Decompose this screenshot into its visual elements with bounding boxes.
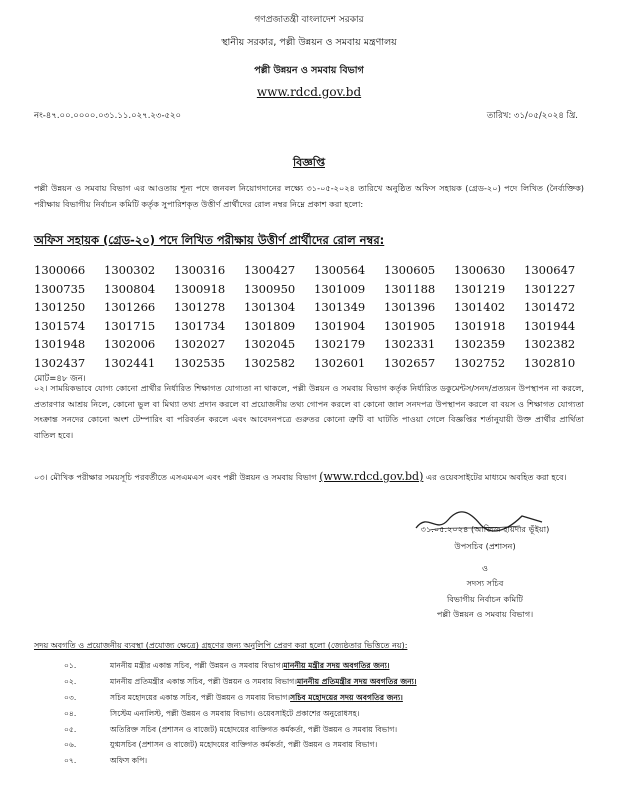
roll-number: 1301250 (34, 300, 86, 314)
distribution-list (64, 659, 594, 770)
list-number: ০৩. (64, 692, 77, 702)
roll-number: 1300605 (384, 263, 436, 277)
roll-number: 1302535 (174, 355, 226, 370)
list-item (64, 722, 594, 738)
signer-name-text: (আজিজ হায়দার ভূঁইয়া) (471, 524, 550, 534)
roll-number: 1302382 (524, 337, 576, 351)
roll-number: 1302006 (104, 337, 156, 351)
roll-number: 1301009 (314, 281, 366, 296)
roll-number: 1300316 (174, 263, 226, 277)
list-number: ০২. (64, 677, 77, 687)
intro-paragraph: পল্লী উন্নয়ন ও সমবায় বিভাগ এর আওতায় শূন্য পদে জনবল নিয়োগদানের লক্ষ্যে ৩১-০৫-২০২৪ তারিখে অনুষ্ঠিত অফিস সহায়ক (গ্রেড-২০) পদে লিখিত (নৈর্ব্যক্তিক) পরীক্ষায় বিভাগীয় নির্বাচন কমিটি কর্তৃক সুপারিশকৃত উত্তীর্ণ প্রার্থীদের রোল নম্বর নিম্নে প্রকাশ করা হলো: (34, 183, 584, 209)
list-text: সিস্টেম এনালিস্ট, পল্লী উন্নয়ন ও সমবায় বিভাগ। ওয়েবসাইটে প্রকাশের অনুরোধসহ। (110, 708, 360, 718)
roll-number: 1302582 (244, 355, 296, 370)
roll-number: 1300302 (104, 263, 156, 277)
roll-number: 1301905 (384, 318, 436, 333)
website-link[interactable]: www.rdcd.gov.bd (256, 85, 362, 99)
memo-number: নং-৪৭.০০.০০০০.০৩১.১১.০২৭.২৩-৫২০ (34, 111, 182, 121)
list-text: অফিস কপি। (110, 756, 148, 766)
roll-number: 1302657 (384, 355, 436, 370)
viva-paragraph (34, 469, 584, 486)
roll-row (34, 263, 594, 282)
signer-and: ও (481, 563, 489, 573)
roll-row (34, 356, 594, 375)
roll-number: 1301948 (34, 337, 86, 351)
govt-name: গণপ্রজাতন্ত্রী বাংলাদেশ সরকার (254, 15, 364, 25)
list-number: ০৬. (64, 740, 77, 750)
roll-row (34, 319, 594, 338)
roll-number: 1300630 (454, 263, 506, 277)
list-number: ০১. (64, 661, 77, 671)
viva-text-end: এর ওয়েবসাইটের মাধ্যমে অবহিত করা হবে। (426, 472, 567, 482)
roll-number: 1300647 (524, 263, 576, 277)
list-text: সচিব মহোদয়ের একান্ত সচিব, পল্লী উন্নয়ন ও সমবায় বিভাগ। (110, 692, 291, 702)
list-number: ০৪. (64, 708, 77, 718)
roll-number: 1300427 (244, 263, 296, 277)
roll-number: 1302331 (384, 337, 436, 351)
signer-name (380, 524, 590, 537)
list-text: মাননীয় প্রতিমন্ত্রীর একান্ত সচিব, পল্লী উন্নয়ন ও সমবায় বিভাগ। (110, 677, 297, 687)
signer-designation: উপসচিব (প্রশাসন) (454, 541, 516, 551)
roll-number: 1302441 (104, 355, 156, 370)
roll-number: 1302752 (454, 355, 506, 370)
roll-number: 1301396 (384, 300, 436, 314)
roll-number: 1302179 (314, 337, 366, 351)
list-bold-note: মাননীয় প্রতিমন্ত্রীর সদয় অবগতির জন্য। (296, 677, 417, 687)
roll-number: 1301227 (524, 281, 576, 296)
roll-number: 1301944 (524, 318, 576, 333)
list-bold-note: সচিব মহোদয়ের সদয় অবগতির জন্য। (290, 692, 403, 702)
roll-row (34, 337, 594, 356)
memo-date: তারিখ: ৩১/০৫/২০২৪ খ্রি. (486, 111, 578, 121)
roll-number: 1301574 (34, 318, 86, 333)
roll-number: 1300950 (244, 281, 296, 296)
roll-number: 1301734 (174, 318, 226, 333)
roll-number: 1301266 (104, 300, 156, 314)
roll-number: 1302437 (34, 355, 86, 370)
list-item (64, 691, 594, 707)
distribution-heading: সদয় অবগতি ও প্রয়োজনীয় ব্যবস্থা (প্রযোজ্য ক্ষেত্রে) গ্রহণের জন্য অনুলিপি প্রেরণ করা হলো (জ্যেষ্ঠতার ভিত্তিতে নয়): (34, 641, 408, 650)
roll-number: 1300735 (34, 281, 86, 296)
roll-number: 1300804 (104, 281, 156, 296)
roll-number: 1301278 (174, 300, 226, 314)
roll-number: 1301219 (454, 281, 506, 296)
roll-number: 1302359 (454, 337, 506, 351)
roll-number: 1302027 (174, 337, 226, 351)
roll-number: 1301715 (104, 318, 156, 333)
list-number: ০৫. (64, 724, 77, 734)
list-bold-note: মাননীয় মন্ত্রীর সদয় অবগতির জন্য। (283, 661, 390, 671)
roll-list-heading: অফিস সহায়ক (গ্রেড-২০) পদে লিখিত পরীক্ষায় উত্তীর্ণ প্রার্থীদের রোল নম্বর: (34, 233, 385, 247)
roll-number: 1302601 (314, 355, 366, 370)
roll-number: 1301918 (454, 318, 506, 333)
viva-website-link[interactable]: (www.rdcd.gov.bd) (319, 470, 424, 483)
viva-text-start: ০৩। মৌখিক পরীক্ষার সময়সূচি পরবর্তীতে এসএমএস এবং পল্লী উন্নয়ন ও সমবায় বিভাগ (34, 472, 317, 482)
roll-number-table (34, 263, 594, 374)
roll-number: 1301349 (314, 300, 366, 314)
roll-row (34, 300, 594, 319)
signer-member: সদস্য সচিব (466, 578, 504, 588)
list-text: অতিরিক্ত সচিব (প্রশাসন ও বাজেট) মহোদয়ের ব্যক্তিগত কর্মকর্তা, পল্লী উন্নয়ন ও সমবায় বিভাগ। (110, 724, 398, 734)
list-item (64, 738, 594, 754)
list-text: যুগ্মসচিব (প্রশাসন ও বাজেট) মহোদয়ের ব্যক্তিগত কর্মকর্তা, পল্লী উন্নয়ন ও সমবায় বিভাগ। (110, 740, 378, 750)
division-name: পল্লী উন্নয়ন ও সমবায় বিভাগ (254, 65, 364, 76)
signer-committee: বিভাগীয় নির্বাচন কমিটি (447, 594, 523, 604)
roll-number: 1301402 (454, 300, 506, 314)
disqualification-paragraph: ০২। সাময়িকভাবে যোগ্য কোনো প্রার্থীর নির্ধারিত শিক্ষাগত যোগ্যতা না থাকলে, পল্লী উন্নয়ন ও সমবায় বিভাগ কর্তৃক নির্ধারিত ডকুমেন্টস/সনদ/প্রত্যয়ন উপস্থাপন না করলে, প্রতারণার আশ্রয় নিলে, কোনো ভুল বা মিথ্যা তথ্য প্রদান করলে বা প্রয়োজনীয় তথ্য গোপন করলে বা কোনো জাল সনদপত্র উপস্থাপন করলে বা বয়স ও শিক্ষাগত যোগ্যতা সংক্রান্ত সনদের কোনো অংশ টেম্পারিং বা পরিবর্তন করলে এবং আবেদনপত্রে গুরুতর কোনো ত্রুটি বা ঘাটতি পাওয়া গেলে বিজ্ঞপ্তির শর্তানুযায়ী উক্ত প্রার্থীর প্রার্থিতা বাতিল হবে। (34, 383, 584, 440)
list-number: ০৭. (64, 756, 77, 766)
roll-number: 1300918 (174, 281, 226, 296)
roll-number: 1301304 (244, 300, 296, 314)
roll-number: 1301472 (524, 300, 576, 314)
signature-date: ৩১.০৫.২০২৪ (420, 524, 469, 534)
roll-number: 1300066 (34, 263, 86, 277)
list-text: মাননীয় মন্ত্রীর একান্ত সচিব, পল্লী উন্নয়ন ও সমবায় বিভাগ। (110, 661, 284, 671)
notice-title: বিজ্ঞপ্তি (293, 156, 325, 169)
roll-number: 1301809 (244, 318, 296, 333)
roll-number: 1302810 (524, 355, 576, 370)
total-count: মোট=৪৮ জন। (34, 374, 86, 384)
list-item (64, 659, 594, 675)
roll-number: 1301188 (384, 281, 436, 296)
roll-row (34, 282, 594, 301)
roll-number: 1300564 (314, 263, 366, 277)
signer-division: পল্লী উন্নয়ন ও সমবায় বিভাগ। (436, 609, 534, 619)
list-item (64, 754, 594, 770)
roll-number: 1302045 (244, 337, 296, 351)
list-item (64, 675, 594, 691)
roll-number: 1301904 (314, 318, 366, 333)
ministry-name: স্থানীয় সরকার, পল্লী উন্নয়ন ও সমবায় মন্ত্রণালয় (221, 37, 397, 48)
list-item (64, 706, 594, 722)
